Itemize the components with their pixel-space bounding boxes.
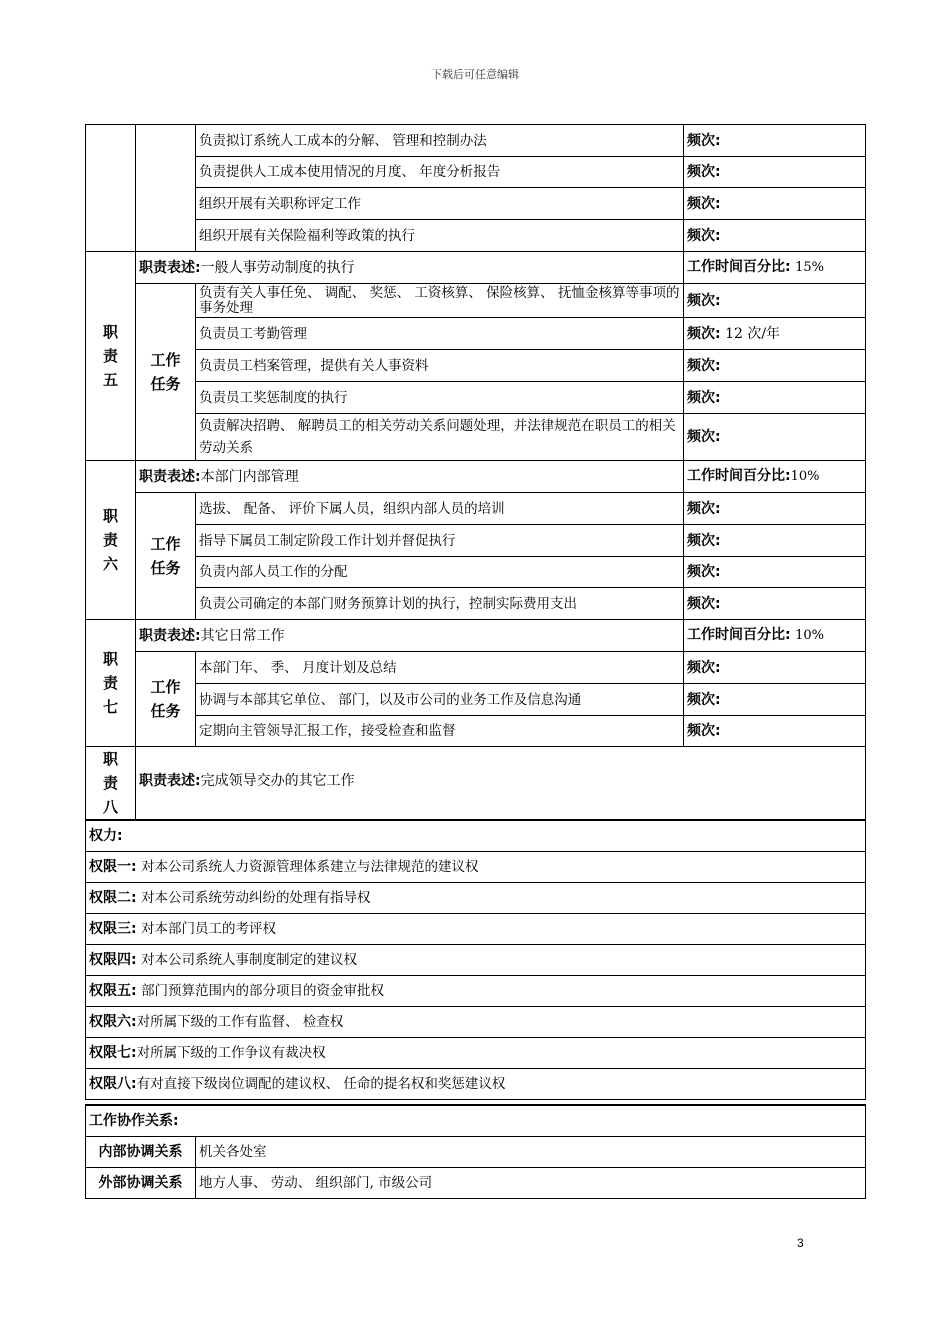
freq-cell xyxy=(684,525,866,557)
freq-label: 频次: xyxy=(687,227,721,244)
freq-cell xyxy=(684,588,866,620)
time-percent-value: 15% xyxy=(795,260,824,275)
task-text: 负责提供人工成本使用情况的月度、 年度分析报告 xyxy=(196,157,684,188)
internal-relation-label: 内部协调关系 xyxy=(86,1137,196,1168)
power-row xyxy=(86,976,866,1007)
duty6-task-row xyxy=(86,588,866,620)
duty5-label xyxy=(86,252,136,461)
power-cell xyxy=(86,1069,866,1100)
cooperation-title-row xyxy=(86,1105,866,1137)
freq-value: 12 次/年 xyxy=(725,325,781,342)
time-percent-label: 工作时间百分比: xyxy=(687,259,791,275)
power-cell xyxy=(86,852,866,883)
power-label: 权限六: xyxy=(89,1014,137,1030)
duty6-statement-row xyxy=(86,461,866,493)
power-label: 权限五: xyxy=(89,983,137,999)
freq-cell xyxy=(684,493,866,525)
freq-label: 频次: xyxy=(687,723,721,739)
freq-label: 频次: xyxy=(687,132,721,149)
statement-text: 其它日常工作 xyxy=(200,627,285,644)
freq-cell xyxy=(684,157,866,188)
duty-label-text: 职责七 xyxy=(102,650,118,716)
power-row xyxy=(86,1038,866,1069)
duty7-task-row xyxy=(86,684,866,716)
power-row xyxy=(86,945,866,976)
task-text: 负责员工奖惩制度的执行 xyxy=(196,382,684,414)
freq-cell xyxy=(684,284,866,318)
task-text: 定期向主管领导汇报工作，接受检查和监督 xyxy=(196,716,684,747)
statement-label: 职责表述: xyxy=(139,773,201,789)
task-text: 负责公司确定的本部门财务预算计划的执行，控制实际费用支出 xyxy=(196,588,684,620)
task-text: 负责拟订系统人工成本的分解、 管理和控制办法 xyxy=(196,125,684,157)
power-text: 对本公司系统人事制度制定的建议权 xyxy=(141,952,358,968)
power-row xyxy=(86,914,866,945)
duty-label-text: 职责六 xyxy=(102,507,118,573)
statement-cell xyxy=(136,461,684,493)
duty4-task-row xyxy=(86,125,866,157)
power-row xyxy=(86,1007,866,1038)
statement-label: 职责表述: xyxy=(139,259,201,276)
statement-text: 一般人事劳动制度的执行 xyxy=(200,259,355,276)
duty6-task-row xyxy=(86,557,866,588)
freq-label: 频次: xyxy=(687,195,721,212)
powers-title-row xyxy=(86,820,866,852)
statement-label: 职责表述: xyxy=(139,627,201,644)
freq-label: 频次: xyxy=(687,357,721,374)
freq-label: 频次: xyxy=(687,691,721,708)
internal-relation-row xyxy=(86,1137,866,1168)
power-label: 权限四: xyxy=(89,952,137,968)
task-text: 选拔、 配备、 评价下属人员，组织内部人员的培训 xyxy=(196,493,684,525)
freq-label: 频次: xyxy=(687,500,721,517)
freq-cell xyxy=(684,220,866,252)
duty6-label xyxy=(86,461,136,620)
freq-label: 频次: xyxy=(687,164,721,180)
freq-cell xyxy=(684,716,866,747)
task-text: 本部门年、 季、 月度计划及总结 xyxy=(196,652,684,684)
power-row xyxy=(86,852,866,883)
cooperation-title: 工作协作关系: xyxy=(86,1105,866,1137)
duty-label-text: 职责五 xyxy=(102,323,118,389)
powers-table xyxy=(85,819,866,1100)
freq-cell xyxy=(684,188,866,220)
power-text: 对本部门员工的考评权 xyxy=(141,921,277,937)
duty5-task-row xyxy=(86,382,866,414)
power-text: 对所属下级的工作争议有裁决权 xyxy=(136,1045,326,1061)
duty5-task-row xyxy=(86,414,866,461)
freq-label: 频次: xyxy=(687,292,721,309)
duty4-task-row xyxy=(86,220,866,252)
power-row xyxy=(86,1069,866,1100)
internal-relation-value: 机关各处室 xyxy=(196,1137,866,1168)
duty4-task-row xyxy=(86,157,866,188)
work-task-label xyxy=(136,284,196,461)
freq-label: 频次: xyxy=(687,659,721,676)
duty-label-text: 职责八 xyxy=(102,750,118,816)
statement-cell xyxy=(136,620,684,652)
duty4-task-row xyxy=(86,188,866,220)
task-text: 负责员工档案管理，提供有关人事资料 xyxy=(196,350,684,382)
power-row xyxy=(86,883,866,914)
freq-cell xyxy=(684,652,866,684)
work-task-label xyxy=(136,493,196,620)
time-percent-cell xyxy=(684,252,866,284)
freq-cell xyxy=(684,382,866,414)
cooperation-table xyxy=(85,1104,866,1199)
power-cell xyxy=(86,914,866,945)
work-task-label-text: 工作任务 xyxy=(150,351,181,393)
power-text: 部门预算范围内的部分项目的资金审批权 xyxy=(141,983,385,999)
duty4-task-label-cell xyxy=(136,125,196,252)
duty5-task-row xyxy=(86,350,866,382)
statement-text: 本部门内部管理 xyxy=(200,468,299,485)
power-cell xyxy=(86,976,866,1007)
task-text: 协调与本部其它单位、 部门，以及市公司的业务工作及信息沟通 xyxy=(196,684,684,716)
time-percent-label: 工作时间百分比: xyxy=(687,468,791,484)
duty8-label xyxy=(86,747,136,820)
freq-label: 频次: xyxy=(687,564,721,580)
time-percent-value: 10% xyxy=(790,469,820,484)
freq-label: 频次: xyxy=(687,532,721,549)
time-percent-label: 工作时间百分比: xyxy=(687,627,791,643)
time-percent-value: 10% xyxy=(795,628,824,643)
duty8-row xyxy=(86,747,866,820)
freq-label: 频次: xyxy=(687,429,721,445)
external-relation-label: 外部协调关系 xyxy=(86,1168,196,1199)
power-text: 有对直接下级岗位调配的建议权、 任命的提名权和奖惩建议权 xyxy=(136,1076,506,1092)
duty5-task-row xyxy=(86,284,866,318)
task-text: 负责内部人员工作的分配 xyxy=(196,557,684,588)
statement-cell xyxy=(136,747,866,820)
power-cell xyxy=(86,883,866,914)
duty5-statement-row xyxy=(86,252,866,284)
task-text: 组织开展有关保险福利等政策的执行 xyxy=(196,220,684,252)
external-relation-value: 地方人事、 劳动、 组织部门, 市级公司 xyxy=(196,1168,866,1199)
external-relation-row xyxy=(86,1168,866,1199)
powers-title: 权力: xyxy=(86,820,866,852)
freq-cell xyxy=(684,557,866,588)
time-percent-cell xyxy=(684,620,866,652)
freq-cell xyxy=(684,350,866,382)
power-cell xyxy=(86,1007,866,1038)
power-cell xyxy=(86,945,866,976)
statement-cell xyxy=(136,252,684,284)
power-text: 对所属下级的工作有监督、 检查权 xyxy=(136,1014,344,1030)
duty7-task-row xyxy=(86,716,866,747)
power-label: 权限三: xyxy=(89,921,137,937)
freq-label: 频次: xyxy=(687,389,721,406)
task-text: 负责员工考勤管理 xyxy=(196,318,684,350)
work-task-label-text: 工作任务 xyxy=(150,678,181,720)
duty7-task-row xyxy=(86,652,866,684)
page-number: 3 xyxy=(797,1236,804,1250)
duty5-task-row xyxy=(86,318,866,350)
duty4-label-cell xyxy=(86,125,136,252)
power-label: 权限八: xyxy=(89,1076,137,1092)
task-text: 负责解决招聘、 解聘员工的相关劳动关系问题处理，并法律规范在职员工的相关劳动关系 xyxy=(196,414,684,461)
freq-cell xyxy=(684,125,866,157)
statement-label: 职责表述: xyxy=(139,468,201,485)
task-text: 指导下属员工制定阶段工作计划并督促执行 xyxy=(196,525,684,557)
duty6-task-row xyxy=(86,525,866,557)
power-label: 权限七: xyxy=(89,1045,137,1061)
statement-text: 完成领导交办的其它工作 xyxy=(200,773,355,789)
freq-cell xyxy=(684,414,866,461)
task-text: 负责有关人事任免、 调配、 奖惩、 工资核算、 保险核算、 抚恤金核算等事项的事务处理 xyxy=(196,284,684,318)
page-header: 下载后可任意编辑 xyxy=(431,68,519,81)
freq-cell xyxy=(684,318,866,350)
duty7-statement-row xyxy=(86,620,866,652)
time-percent-cell xyxy=(684,461,866,493)
power-cell xyxy=(86,1038,866,1069)
freq-cell xyxy=(684,684,866,716)
power-text: 对本公司系统人力资源管理体系建立与法律规范的建议权 xyxy=(141,859,479,875)
power-label: 权限二: xyxy=(89,890,137,906)
freq-label: 频次: xyxy=(687,325,721,342)
power-text: 对本公司系统劳动纠纷的处理有指导权 xyxy=(141,890,371,906)
freq-label: 频次: xyxy=(687,595,721,612)
duty6-task-row xyxy=(86,493,866,525)
task-text: 组织开展有关职称评定工作 xyxy=(196,188,684,220)
power-label: 权限一: xyxy=(89,859,137,875)
duty7-label xyxy=(86,620,136,747)
duties-table xyxy=(85,124,866,820)
work-task-label xyxy=(136,652,196,747)
work-task-label-text: 工作任务 xyxy=(150,535,181,577)
